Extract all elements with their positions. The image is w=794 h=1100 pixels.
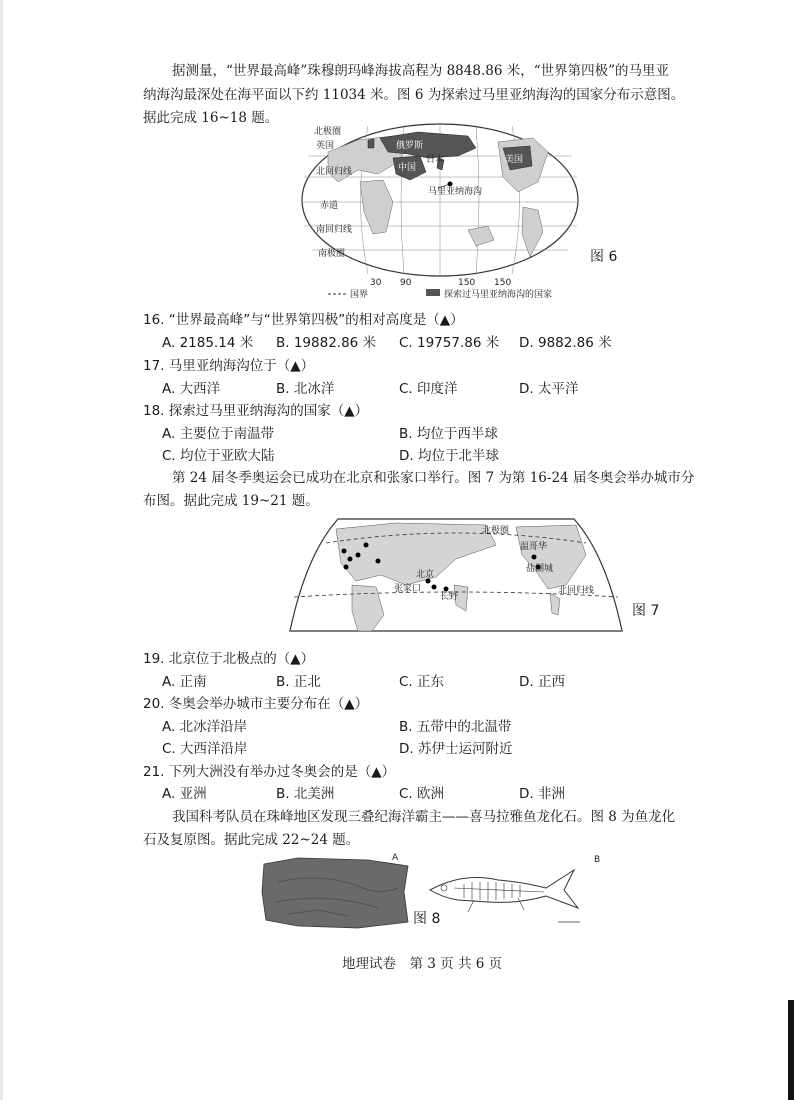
q18-option-b[interactable]: B. 均位于西半球 xyxy=(399,426,498,442)
q18-option-a[interactable]: A. 主要位于南温带 xyxy=(162,426,275,442)
q20-option-d[interactable]: D. 苏伊士运河附近 xyxy=(399,741,513,757)
map7-label-arctic: 北极圈 xyxy=(482,526,510,536)
q17-option-a[interactable]: A. 大西洋 xyxy=(162,381,221,397)
q20-option-c[interactable]: C. 大西洋沿岸 xyxy=(162,741,248,757)
map6-label-equator: 赤道 xyxy=(320,201,339,211)
q19-option-d[interactable]: D. 正西 xyxy=(519,674,565,690)
map7-label-saltlake: 盐湖城 xyxy=(526,564,554,574)
scan-edge-mark xyxy=(788,1000,794,1100)
q19-option-c[interactable]: C. 正东 xyxy=(399,674,445,690)
q16-option-b[interactable]: B. 19882.86 米 xyxy=(276,335,377,351)
q21-option-b[interactable]: B. 北美洲 xyxy=(276,786,335,802)
q17-option-c[interactable]: C. 印度洋 xyxy=(399,381,458,397)
map7-label-ntropic: 北回归线 xyxy=(558,586,595,596)
q16-option-d[interactable]: D. 9882.86 米 xyxy=(519,335,612,351)
map6-label-china: 中国 xyxy=(398,163,417,173)
fossil-image xyxy=(262,858,408,928)
intro1-line2: 纳海沟最深处在海平面以下约 11034 米。图 6 为探索过马里亚纳海沟的国家分布示意图。 xyxy=(143,87,685,103)
map6-lon-tick: 150 xyxy=(458,278,476,288)
map6-label-stropic: 南回归线 xyxy=(316,225,353,235)
scan-edge xyxy=(0,0,3,1100)
page-footer: 地理试卷 第 3 页 共 6 页 xyxy=(342,956,503,972)
map6-label-usa: 美国 xyxy=(505,155,524,165)
q19-option-b[interactable]: B. 正北 xyxy=(276,674,321,690)
q20-option-b[interactable]: B. 五带中的北温带 xyxy=(399,719,512,735)
map6-lon-tick: 90 xyxy=(400,278,412,288)
intro2-line1: 第 24 届冬季奥运会已成功在北京和张家口举行。图 7 为第 16-24 届冬奥会举办城市分 xyxy=(172,470,695,486)
map7-label-nagano: 长野 xyxy=(440,592,459,602)
q17-stem: 17. 马里亚纳海沟位于（▲） xyxy=(143,358,315,374)
map7-label-beijing: 北京 xyxy=(416,570,435,580)
map-figure-6 xyxy=(298,122,583,300)
fig8-label-b: B xyxy=(594,855,601,865)
figure-8-caption: 图 8 xyxy=(413,911,441,927)
q20-stem: 20. 冬奥会举办城市主要分布在（▲） xyxy=(143,696,369,712)
map6-lon-tick: 30 xyxy=(370,278,382,288)
q18-option-d[interactable]: D. 均位于北半球 xyxy=(399,448,499,464)
map6-label-arctic: 北极圈 xyxy=(314,127,342,137)
map6-label-ntropic: 北回归线 xyxy=(316,167,353,177)
figure-7-caption: 图 7 xyxy=(632,603,660,619)
map6-label-antarctic: 南极圈 xyxy=(318,249,346,259)
q21-option-d[interactable]: D. 非洲 xyxy=(519,786,565,802)
map7-label-zhangjiakou: 张家口 xyxy=(394,584,422,594)
q19-option-a[interactable]: A. 正南 xyxy=(162,674,207,690)
q16-stem: 16. “世界最高峰”与“世界第四极”的相对高度是（▲） xyxy=(143,312,464,328)
map6-lon-tick: 150 xyxy=(494,278,512,288)
legend-country-swatch xyxy=(426,289,440,296)
map6-legend-country: 探索过马里亚纳海沟的国家 xyxy=(444,290,553,300)
figure-6-caption: 图 6 xyxy=(590,249,618,265)
intro1-line1: 据测量，“世界最高峰”珠穆朗玛峰海拔高程为 8848.86 米，“世界第四极”的马里亚 xyxy=(172,63,670,79)
map6-label-england: 英国 xyxy=(316,141,335,151)
q16-option-c[interactable]: C. 19757.86 米 xyxy=(399,335,500,351)
q18-stem: 18. 探索过马里亚纳海沟的国家（▲） xyxy=(143,403,369,419)
q19-stem: 19. 北京位于北极点的（▲） xyxy=(143,651,315,667)
q17-option-d[interactable]: D. 太平洋 xyxy=(519,381,579,397)
map6-label-japan: 日本 xyxy=(426,155,445,165)
q18-option-c[interactable]: C. 均位于亚欧大陆 xyxy=(162,448,275,464)
q20-option-a[interactable]: A. 北冰洋沿岸 xyxy=(162,719,248,735)
q17-option-b[interactable]: B. 北冰洋 xyxy=(276,381,335,397)
map7-label-vancouver: 温哥华 xyxy=(520,542,548,552)
intro3-line2: 石及复原图。据此完成 22~24 题。 xyxy=(143,832,360,848)
intro2-line2: 布图。据此完成 19~21 题。 xyxy=(143,493,319,509)
intro1-line3: 据此完成 16~18 题。 xyxy=(143,110,279,126)
intro3-line1: 我国科考队员在珠峰地区发现三叠纪海洋霸主——喜马拉雅鱼龙化石。图 8 为鱼龙化 xyxy=(172,809,676,825)
map6-label-trench: 马里亚纳海沟 xyxy=(428,187,483,197)
q21-option-a[interactable]: A. 亚洲 xyxy=(162,786,207,802)
map-figure-7 xyxy=(286,515,626,635)
q21-stem: 21. 下列大洲没有举办过冬奥会的是（▲） xyxy=(143,764,396,780)
q16-option-a[interactable]: A. 2185.14 米 xyxy=(162,335,254,351)
q21-option-c[interactable]: C. 欧洲 xyxy=(399,786,445,802)
map6-label-russia: 俄罗斯 xyxy=(396,141,424,151)
fig8-label-a: A xyxy=(392,853,399,863)
map6-legend-border: 国界 xyxy=(350,290,369,300)
